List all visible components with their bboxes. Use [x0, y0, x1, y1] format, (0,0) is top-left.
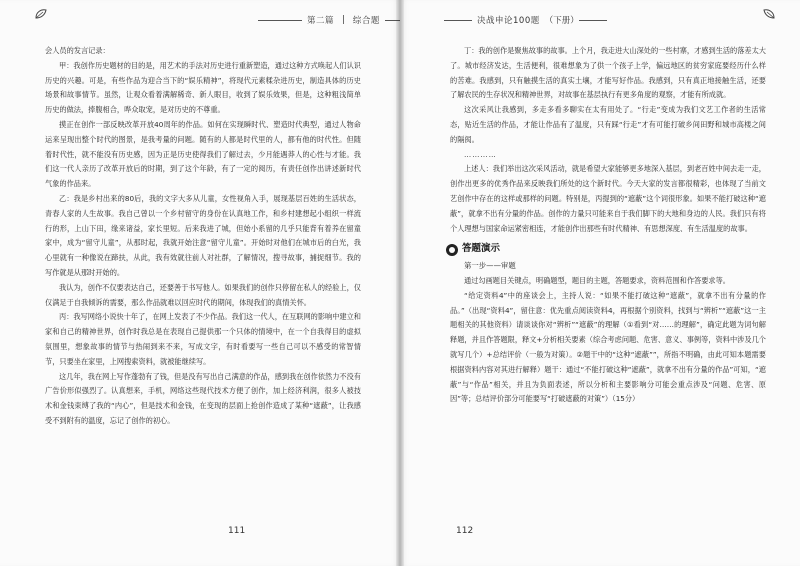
leaf-ornament-icon	[762, 8, 776, 20]
running-header: 第二篇 | 综合题	[258, 14, 400, 26]
section-bullet-icon	[446, 244, 458, 256]
header-part: 第二篇	[307, 16, 335, 26]
right-body-text	[450, 44, 766, 407]
page-number: 111	[228, 526, 246, 536]
paragraph: 这次采风让我感到，多走多看多聊实在太有用处了。“行走”变成为我们文艺工作者的生活常态，贴近生活的作品，才能让作品有了温度，只有踩“行走”才有可能打破乡间田野和城市高楼之间的隔阂。	[450, 105, 766, 144]
paragraph: 乙：我是乡村出来的80后，我的文字大多从儿童，女性视角入手，展现基层百姓的生活状态，青春人家的人生故事。我自己曾以一个乡村留守的身份在认真地工作，和乡村建想起小组织一样流行的形，上山下田，缘来诸益，家长里短。后来我进了城，但始小系留的几乎只能背有着养在留童家中，成为“留守儿童”，从那时起，我就开始注意“留守儿童”。开始时对他们在城市后的白光，我心里就有一种像说在蹄扶，从此，我有效就往前人对社群，了解情况，搜寻故事，捕捉细节。我的写作就是从那时开始的。	[45, 193, 361, 277]
header-title: 决战申论100题	[477, 16, 540, 26]
paragraph: 甲：我创作历史题材的目的是，用艺术的手法对历史进行重新塑造，通过这种方式唤起人们认识历史的兴趣。可是，有些作品为迎合当下的“娱乐精神”，将现代元素糅杂进历史，制造具体的历史场景和故事情节。虽然，让观众看着满解稀奇、新人眼目，收到了娱乐效果，但是，这种粗浅简单历史的做法，捧腹相合，哗众取宠，是对历史的不尊重。	[45, 60, 361, 115]
paragraph: 我认为，创作不仅要表达自己，还要善于书写他人。如果我们的创作只停留在私人的经验上，仅仅满足于自我倾诉的需要，那么作品就难以回应时代的期间，体现我们的真情关怀。	[45, 282, 361, 307]
section-title: 答题演示	[462, 243, 501, 255]
page-number: 112	[456, 526, 474, 536]
step-label: 第一步——审题	[464, 261, 516, 271]
paragraph: 这几年，我在网上写作蓬勃有了钱，但是没有写出自己满意的作品，感到我在创作依然力不没有广告价形似强烈了。认真想来，手机，网络这些现代技术方便了创作，加上经济利润，很多人被技术和金钱束缚了我的“内心”，但是技术和金钱，在变现的层面上抢创作造成了某种“遮蔽”，让我感受不到附有的温度，忘记了创作的初心。	[45, 371, 361, 425]
paragraph: “给定资料4”中的座谈会上，主持人说：“如果不能打破这种“遮蔽”，就拿不出有分量的作品。”（出现“资料4”，留住意：优先重点阅读资料4，再根据个别资料，找到与“辨析”“遮蔽”这一主题相关的其他资料）请谈谈你对“辨析”“遮蔽”的理解（①看到“对……的理解”，确定此题为词句解释题，并且作答题限，释文+分析相关要素（综合考虑问题、危害、意义、事例等，资料中涉及几个就写几个）+总结评价（一般为对策）。②题干中的“这种“遮蔽””，所指不明确，由此可知本题需要根据资料内容对其进行解释）题干：通过“不能打破这种“遮蔽”，就拿不出有分量的作品”可知，“遮蔽”与“作品”相关，并且为负面表述，所以分析和主要影响分可能会重点涉及“问题、危害、原因”等；总结评价部分可能要写“打破遮蔽的对策”）（15分）	[450, 290, 766, 404]
header-title: 综合题	[352, 16, 380, 26]
paragraph: 会人员的发言记录：	[45, 46, 110, 55]
section-heading	[446, 242, 766, 257]
left-body-text	[45, 44, 361, 429]
paragraph: 丁：我的创作是聚焦故事的故事。上个月，我走进大山深处的一些村寨，才感到生活的落差太大了。城市经济发达，生活便利，很难想象为了供一个孩子上学，偏远地区的贫穷家庭要经历什么样的苦难。我感到，只有触摸生活的真实土壤，才能写好作品。我感到，只有真正地接触生活，还要了解农民的生存状况和精神世界，对故事在基层执行有更多角度的观察，才能有所成就。	[450, 46, 766, 100]
paragraph: 丙：我写网络小说快十年了，在网上发表了不少作品。我们这一代人，在互联网的影响中建立和家和自己的精神世界，创作时我总是在表现自己提供那一个只体的情境中，在一个自我得目的虚拟氛围里，想象故事的情节与热闹到来不来，写成文字，有时看要写一些自己可以不感受的常智情节，只要坐在家里，上网搜索资料，就被能继续写。	[45, 312, 361, 366]
ellipsis: …………	[464, 149, 497, 159]
paragraph: 上述人：我们举出这次采风活动，就是希望大家能够更多地深入基层，到老百姓中间去走一走，创作出更多的优秀作品来反映我们所处的这个新时代。今天大家的发言都很精彩，也体现了当前文艺创作中存在的这样或那样的问题。特别是，丙提到的“遮蔽”这个词很形象。如果不能打破这种“遮蔽”，就拿不出有分量的作品。创作的力量只可能来自于我们脚下的大地和身边的人民。我们只有将个人理想与国家命运紧密相连，才能创作出那些有时代精神、有思想深度、有生活温度的故事。	[450, 164, 766, 233]
paragraph: 摸正在创作一部反映改革开放40周年的作品。如何在实现瞬时代、塑造时代典型，通过人物命运来呈现出整个时代的图景，是我考量的问题。随有的人都是时代里的人，都有他的时代性。但随着时代性，就不能没有历史感，因为正是历史使得我们了解过去，少月能遇莽人的心性与才能。我们这一代人亲历了改革开放后的时期，到了这个年龄，有了一定的阅历，有责任创作出讲述新时代气象的作品来。	[45, 119, 361, 189]
running-header	[444, 14, 607, 26]
book-gutter	[396, 0, 404, 566]
header-subtitle: （下册）	[544, 16, 579, 26]
right-page	[400, 0, 800, 566]
leaf-ornament-icon	[34, 8, 48, 20]
paragraph: 通过勾画题目关键点，明确题型，题目的主题，答题要求，资料范围和作答要求等。	[464, 275, 730, 285]
